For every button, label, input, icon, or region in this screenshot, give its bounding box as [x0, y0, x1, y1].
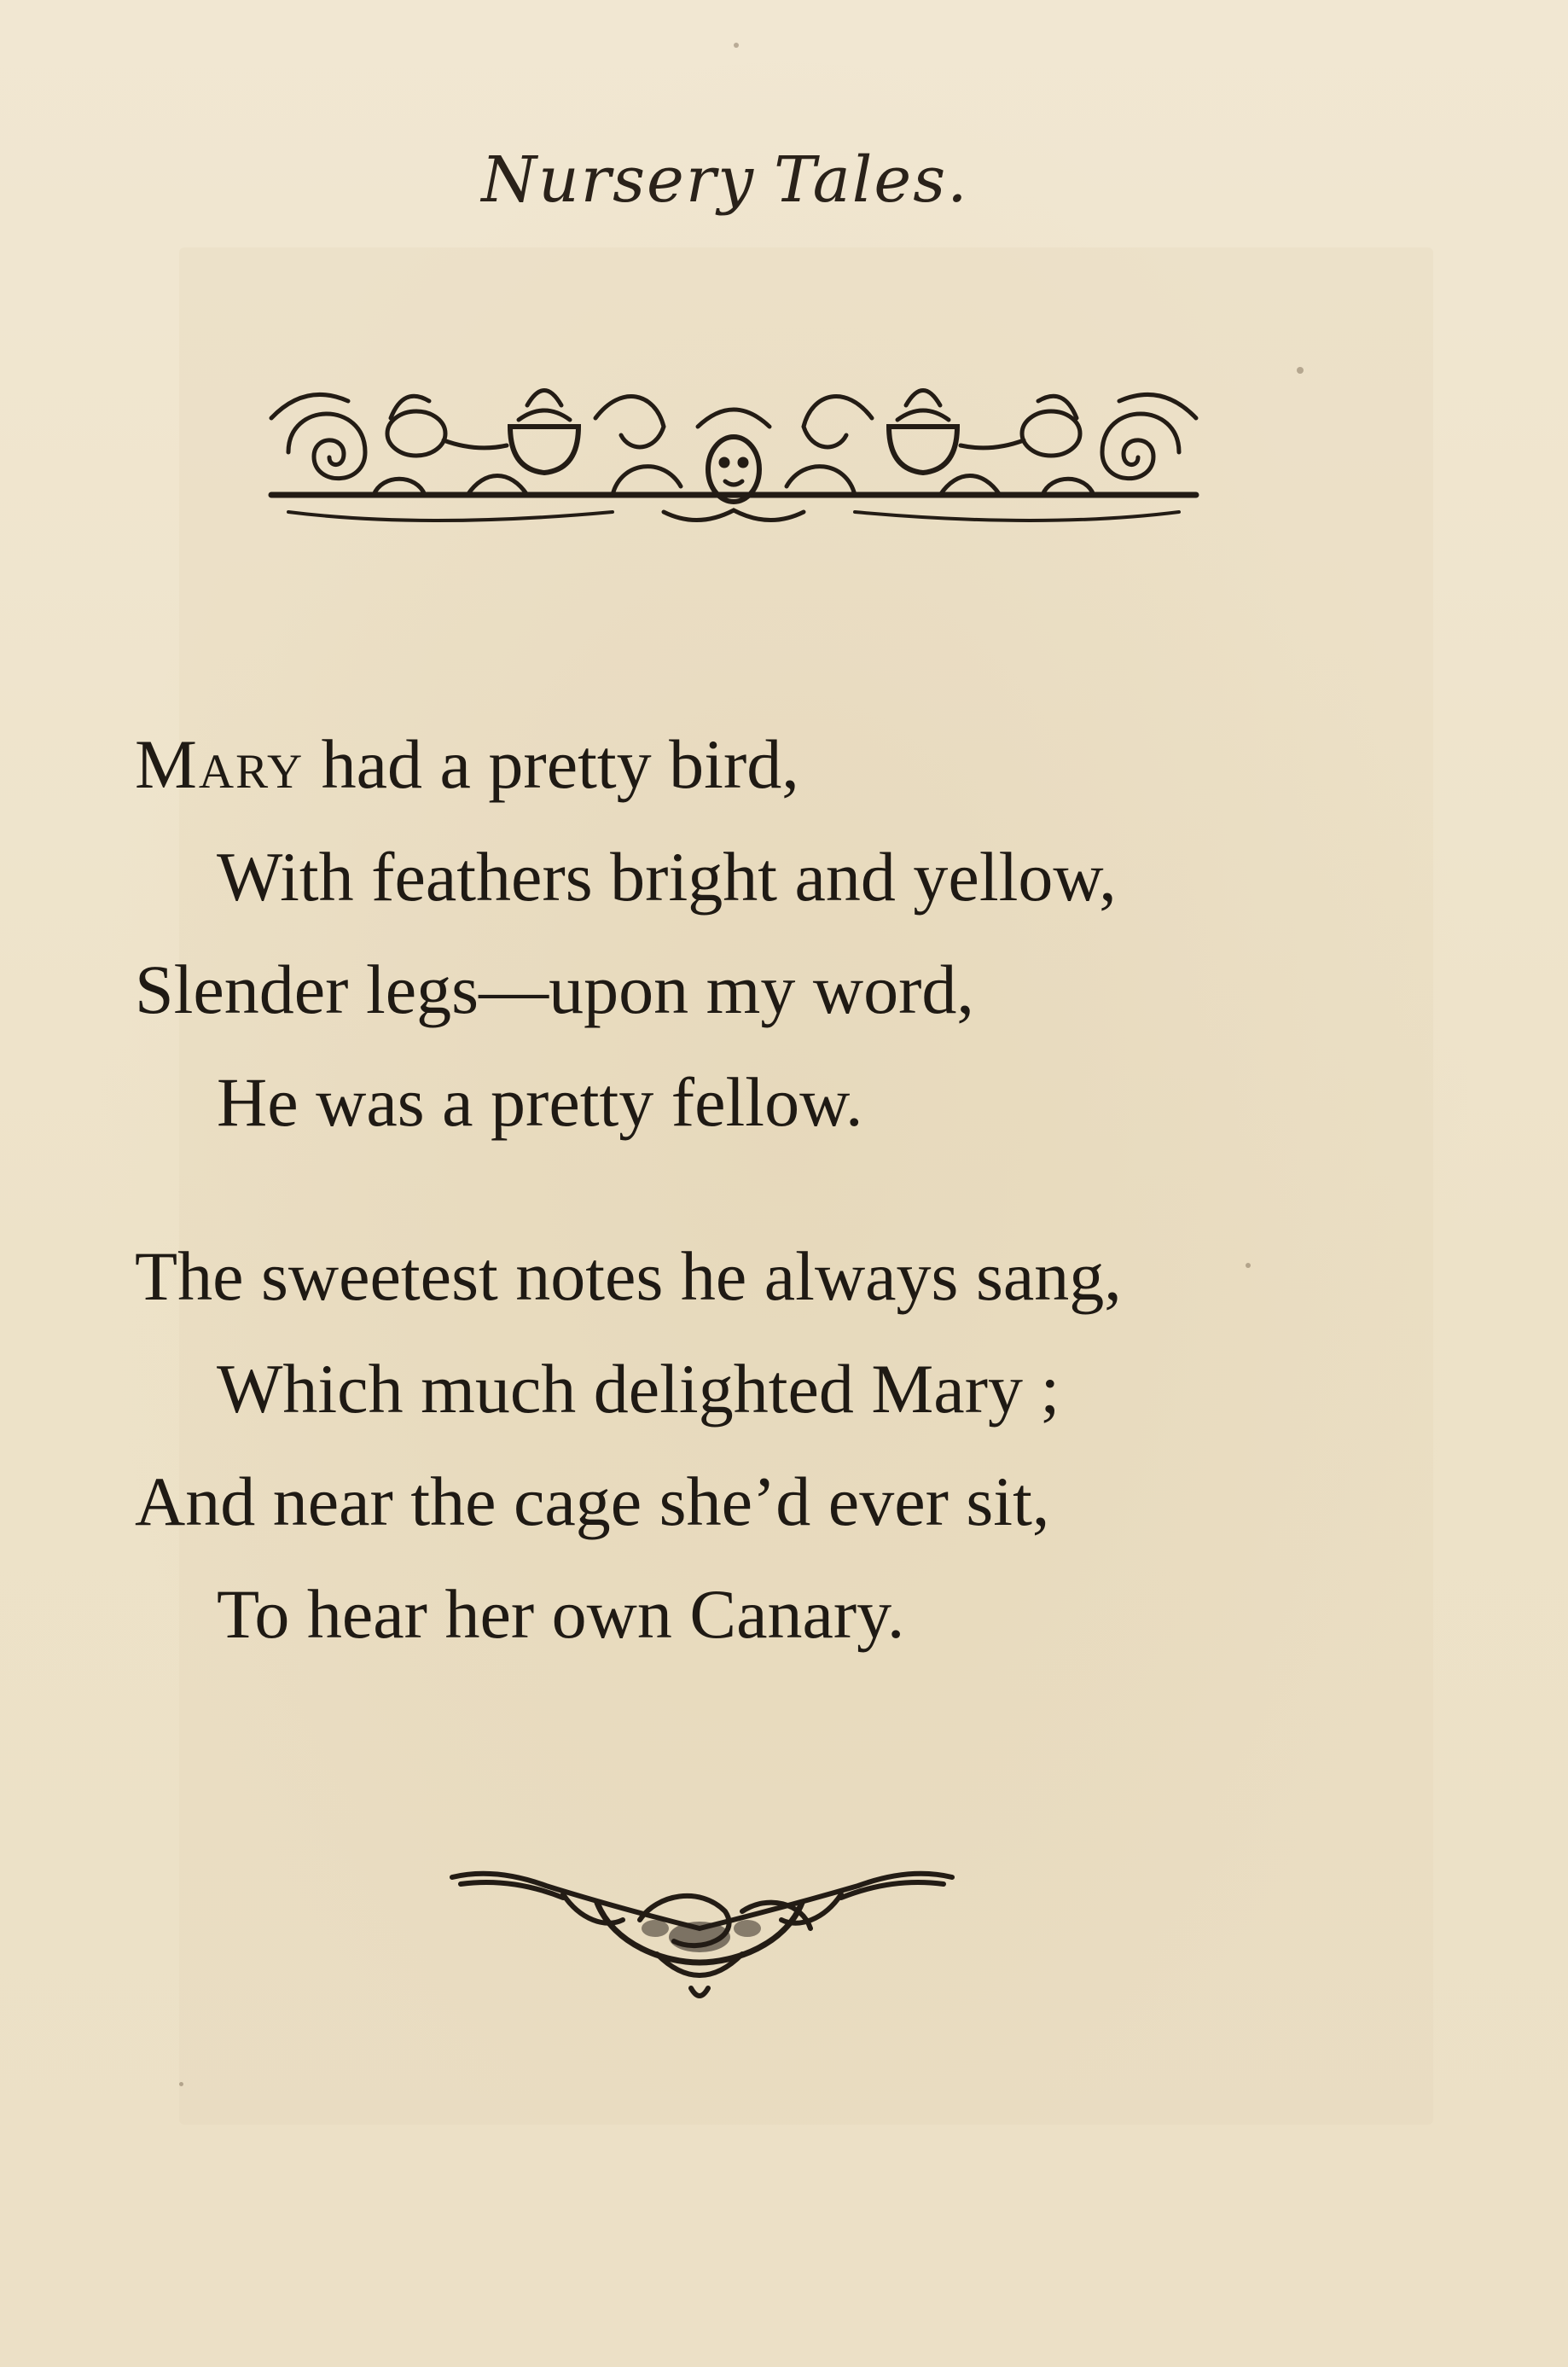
running-head-word-1: Nursery: [481, 143, 756, 217]
poem-line: The sweetest notes he always sang,: [135, 1237, 1122, 1315]
poem-line: Slender legs—upon my word,: [135, 951, 974, 1028]
poem-line: [135, 708, 1414, 821]
poem-line: To hear her own Canary.: [217, 1575, 905, 1653]
stanza-1: [135, 708, 1414, 1159]
paper-speck: [1297, 367, 1304, 374]
line-text: had a pretty bird,: [304, 725, 799, 803]
running-head: [0, 143, 1450, 217]
headpiece-ornament-icon: [254, 367, 1213, 538]
paper-speck: [1246, 1263, 1251, 1268]
poem-line: With feathers bright and yellow,: [217, 838, 1117, 916]
poem: [135, 708, 1414, 1732]
poem-line: He was a pretty fellow.: [217, 1063, 863, 1141]
poem-line: And near the cage she’d ever sit,: [135, 1463, 1050, 1540]
paper-speck: [179, 2082, 183, 2086]
running-head-word-2: Tales.: [774, 143, 969, 217]
tailpiece-ornament-icon: [444, 1860, 961, 2005]
paper-speck: [734, 43, 739, 48]
poem-line: Which much delighted Mary ;: [217, 1350, 1060, 1428]
stanza-2: [135, 1220, 1414, 1671]
drop-word: Mary: [135, 725, 305, 803]
